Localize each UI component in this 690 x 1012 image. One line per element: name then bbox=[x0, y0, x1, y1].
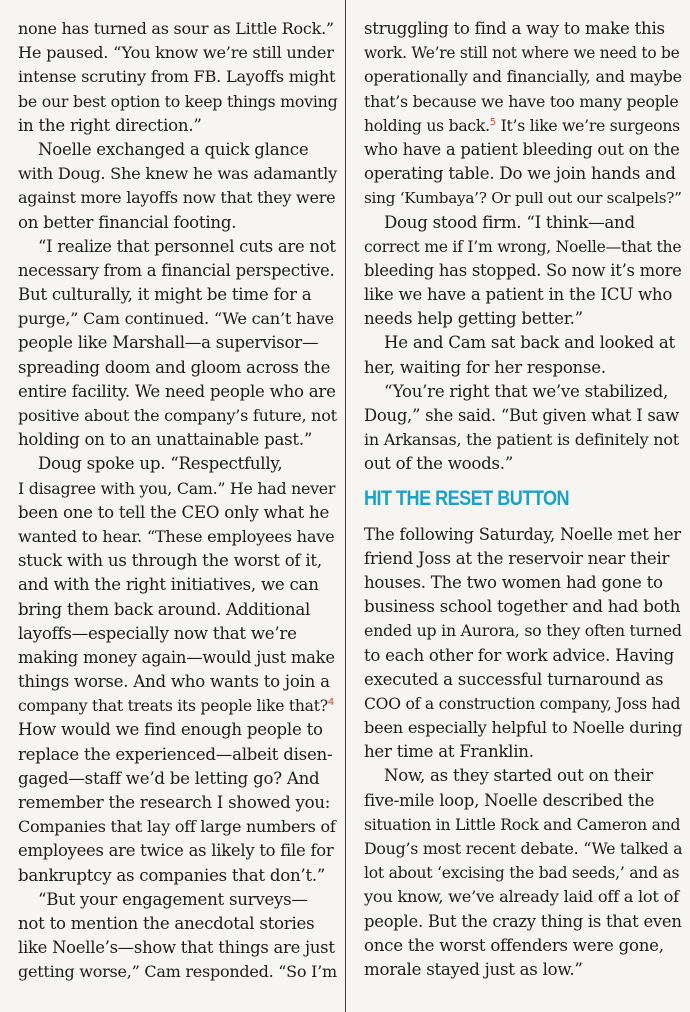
line-text: people. But the crazy thing is that even bbox=[364, 911, 682, 931]
line-text: He paused. “You know we’re still under bbox=[18, 43, 334, 63]
text-line bbox=[18, 791, 337, 815]
text-line bbox=[18, 694, 337, 718]
line-text: executed a successful turnaround as bbox=[364, 669, 664, 689]
line-text: houses. The two women had gone to bbox=[364, 572, 663, 592]
text-line bbox=[364, 331, 682, 355]
text-line bbox=[18, 404, 337, 428]
text-line bbox=[18, 477, 337, 501]
line-text: needs help getting better.” bbox=[364, 309, 583, 329]
section-heading: HIT THE RESET BUTTON bbox=[364, 486, 570, 510]
right-column-text-top bbox=[364, 17, 682, 477]
text-line bbox=[18, 356, 337, 380]
line-text: against more layoffs now that they were bbox=[18, 188, 336, 208]
text-line bbox=[364, 380, 682, 404]
text-line bbox=[364, 547, 682, 571]
line-text: layoffs—especially now that we’re bbox=[18, 623, 297, 643]
line-text: getting worse,” Cam responded. “So I’m bbox=[18, 962, 337, 982]
text-line bbox=[364, 114, 682, 138]
text-line bbox=[364, 17, 682, 41]
line-text: remember the research I showed you: bbox=[18, 793, 331, 812]
text-line bbox=[18, 549, 337, 573]
line-text: entire facility. We need people who are bbox=[18, 381, 336, 401]
article-column-right bbox=[346, 17, 690, 982]
line-text: like we have a patient in the ICU who bbox=[364, 285, 673, 305]
line-text: But culturally, it might be time for a bbox=[18, 285, 312, 305]
text-line bbox=[18, 888, 337, 912]
text-line bbox=[364, 644, 682, 668]
line-text: you know, we’ve already laid off a lot of bbox=[364, 887, 679, 907]
text-line bbox=[364, 138, 682, 162]
right-column-text-bottom bbox=[364, 523, 682, 983]
line-text: to each other for work advice. Having bbox=[364, 645, 675, 665]
text-line bbox=[364, 910, 682, 934]
text-line bbox=[364, 356, 682, 380]
text-line bbox=[364, 740, 682, 764]
text-line bbox=[18, 331, 337, 355]
line-text: operating table. Do we join hands and bbox=[364, 164, 676, 184]
line-text: struggling to find a way to make this bbox=[364, 19, 665, 38]
line-text: spreading doom and gloom across the bbox=[18, 357, 331, 377]
line-text: making money again—would just make bbox=[18, 647, 335, 667]
line-text: business school together and had both bbox=[364, 597, 681, 617]
line-text: The following Saturday, Noelle met her bbox=[364, 524, 681, 544]
text-line bbox=[364, 211, 682, 235]
line-text: bankruptcy as companies that don’t.” bbox=[18, 865, 326, 885]
text-line bbox=[18, 646, 337, 670]
text-line bbox=[364, 186, 682, 210]
line-text: morale stayed just as low.” bbox=[364, 959, 583, 979]
text-line bbox=[364, 523, 682, 547]
line-text: friend Joss at the reservoir near their bbox=[364, 548, 670, 568]
line-text: Companies that lay off large numbers of bbox=[18, 817, 336, 837]
line-text: holding us back. bbox=[364, 116, 490, 135]
line-text-continued: It’s like we’re surgeons bbox=[495, 116, 680, 135]
line-text: intense scrutiny from FB. Layoffs might bbox=[18, 67, 336, 87]
text-line bbox=[364, 595, 682, 619]
line-text: been especially helpful to Noelle during bbox=[364, 718, 683, 738]
line-text: who have a patient bleeding out on the bbox=[364, 139, 680, 159]
text-line bbox=[18, 17, 337, 41]
text-line bbox=[18, 743, 337, 767]
text-line bbox=[18, 573, 337, 597]
line-text: things worse. And who wants to join a bbox=[18, 672, 330, 692]
line-text: holding on to an unattainable past.” bbox=[18, 430, 313, 450]
text-line bbox=[18, 670, 337, 694]
text-line bbox=[364, 452, 682, 476]
line-text: operationally and financially, and maybe bbox=[364, 67, 682, 87]
line-text: none has turned as sour as Little Rock.” bbox=[18, 19, 334, 38]
text-line bbox=[18, 452, 337, 476]
line-text: necessary from a financial perspective. bbox=[18, 260, 335, 280]
line-text: “I realize that personnel cuts are not bbox=[38, 236, 336, 256]
text-line bbox=[364, 90, 682, 114]
line-text: Doug stood firm. “I think—and bbox=[384, 212, 635, 232]
line-text: Doug’s most recent debate. “We talked a bbox=[364, 839, 683, 858]
text-line bbox=[364, 283, 682, 307]
line-text: Doug,” she said. “But given what I saw bbox=[364, 406, 679, 425]
line-text: her, waiting for her response. bbox=[364, 357, 606, 377]
article-column-left bbox=[0, 17, 345, 985]
line-text: bleeding has stopped. So now it’s more bbox=[364, 260, 682, 280]
line-text: and with the right initiatives, we can bbox=[18, 575, 319, 595]
line-text: “You’re right that we’ve stabilized, bbox=[384, 381, 668, 401]
text-line bbox=[364, 571, 682, 595]
text-line bbox=[364, 404, 682, 428]
text-line bbox=[18, 912, 337, 936]
text-line bbox=[364, 307, 682, 331]
text-line bbox=[18, 428, 337, 452]
text-line bbox=[18, 936, 337, 960]
text-line bbox=[364, 162, 682, 186]
line-text: sing ‘Kumbaya’? Or pull out our scalpels?” bbox=[364, 189, 682, 208]
line-text: purge,” Cam continued. “We can’t have bbox=[18, 309, 334, 329]
text-line bbox=[18, 380, 337, 404]
text-line bbox=[18, 114, 337, 138]
line-text: on better financial footing. bbox=[18, 212, 237, 232]
text-line bbox=[364, 837, 682, 861]
line-text: situation in Little Rock and Cameron and bbox=[364, 815, 681, 834]
text-line bbox=[18, 960, 337, 984]
text-line bbox=[18, 815, 337, 839]
line-text: with Doug. She knew he was adamantly bbox=[18, 164, 337, 184]
line-text: her time at Franklin. bbox=[364, 742, 534, 762]
text-line bbox=[18, 525, 337, 549]
text-line bbox=[18, 501, 337, 525]
text-line bbox=[364, 934, 682, 958]
line-text: How would we find enough people to bbox=[18, 720, 323, 740]
line-text: “But your engagement surveys— bbox=[38, 889, 308, 909]
text-line bbox=[364, 428, 682, 452]
line-text: Doug spoke up. “Respectfully, bbox=[38, 454, 283, 474]
text-line bbox=[18, 622, 337, 646]
line-text: ended up in Aurora, so they often turned bbox=[364, 621, 682, 641]
left-column-text bbox=[18, 17, 337, 985]
text-line bbox=[18, 90, 337, 114]
line-text: positive about the company’s future, not bbox=[18, 406, 337, 425]
text-line bbox=[364, 885, 682, 909]
line-text: work. We’re still not where we need to be bbox=[364, 44, 680, 63]
text-line bbox=[18, 283, 337, 307]
text-line bbox=[364, 789, 682, 813]
footnote-marker[interactable]: 5 bbox=[489, 116, 496, 128]
text-line bbox=[18, 598, 337, 622]
line-text: Noelle exchanged a quick glance bbox=[38, 139, 309, 159]
text-line bbox=[18, 162, 337, 186]
line-text: like Noelle’s—show that things are just bbox=[18, 938, 335, 958]
line-text: be our best option to keep things moving bbox=[18, 91, 338, 111]
line-text: replace the experienced—albeit disen- bbox=[18, 744, 333, 764]
line-text: employees are twice as likely to file for bbox=[18, 841, 334, 861]
line-text: out of the woods.” bbox=[364, 454, 514, 474]
line-text: Now, as they started out on their bbox=[384, 766, 653, 786]
line-text: company that treats its people like that? bbox=[18, 697, 328, 716]
line-text: that’s because we have too many people bbox=[364, 91, 679, 111]
line-text: once the worst offenders were gone, bbox=[364, 935, 664, 955]
text-line bbox=[364, 619, 682, 643]
line-text: wanted to hear. “These employees have bbox=[18, 526, 335, 546]
line-text: been one to tell the CEO only what he bbox=[18, 502, 330, 522]
text-line bbox=[364, 716, 682, 740]
text-line bbox=[18, 864, 337, 888]
line-text: correct me if I’m wrong, Noelle—that the bbox=[364, 237, 682, 256]
line-text: in Arkansas, the patient is definitely not bbox=[364, 430, 679, 450]
text-line bbox=[18, 767, 337, 791]
text-line bbox=[18, 259, 337, 283]
text-line bbox=[18, 235, 337, 259]
text-line bbox=[18, 211, 337, 235]
text-line bbox=[18, 718, 337, 742]
line-text: stuck with us through the worst of it, bbox=[18, 551, 322, 571]
line-text: five-mile loop, Noelle described the bbox=[364, 790, 655, 810]
text-line bbox=[18, 186, 337, 210]
line-text: He and Cam sat back and looked at bbox=[384, 333, 675, 353]
text-line bbox=[18, 41, 337, 65]
line-text: lot about ‘excising the bad seeds,’ and as bbox=[364, 864, 680, 883]
line-text: gaged—staff we’d be letting go? And bbox=[18, 768, 320, 788]
line-text: COO of a construction company, Joss had bbox=[364, 694, 681, 713]
text-line bbox=[364, 861, 682, 885]
text-line bbox=[18, 307, 337, 331]
line-text: I disagree with you, Cam.” He had never bbox=[18, 478, 336, 498]
text-line bbox=[364, 813, 682, 837]
text-line bbox=[364, 235, 682, 259]
text-line bbox=[364, 692, 682, 716]
line-text: in the right direction.” bbox=[18, 115, 202, 135]
text-line bbox=[364, 764, 682, 788]
footnote-marker[interactable]: 4 bbox=[327, 697, 334, 709]
line-text: bring them back around. Additional bbox=[18, 599, 311, 619]
text-line bbox=[18, 839, 337, 863]
text-line bbox=[364, 958, 682, 982]
line-text: people like Marshall—a supervisor— bbox=[18, 333, 319, 353]
line-text: not to mention the anecdotal stories bbox=[18, 913, 315, 933]
text-line bbox=[18, 65, 337, 89]
text-line bbox=[364, 65, 682, 89]
text-line bbox=[18, 138, 337, 162]
text-line bbox=[364, 668, 682, 692]
text-line bbox=[364, 41, 682, 65]
text-line bbox=[364, 259, 682, 283]
